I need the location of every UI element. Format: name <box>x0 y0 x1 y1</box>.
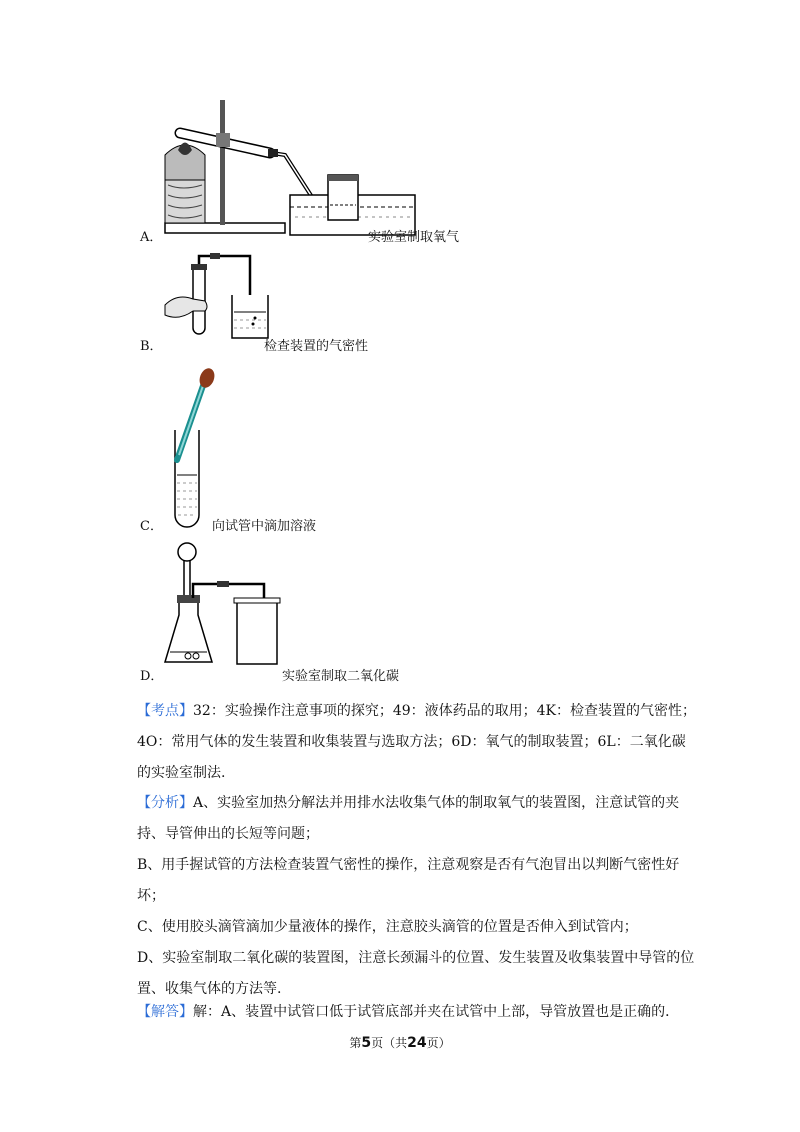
option-c-letter: C． <box>140 519 163 534</box>
fenxi-line-2: B、用手握试管的方法检查装置气密性的操作，注意观察是否有气泡冒出以判断气密性好坏； <box>137 857 680 904</box>
figure-a-oxygen-apparatus <box>160 95 470 240</box>
option-d-letter: D． <box>140 669 164 684</box>
footer-total-pages: 24 <box>407 1035 427 1051</box>
option-d-caption: 实验室制取二氧化碳 <box>282 669 400 684</box>
figure-c-dropper <box>165 365 225 530</box>
option-c-caption: 向试管中滴加溶液 <box>212 519 317 534</box>
option-a-letter: A． <box>140 230 163 245</box>
fenxi-line-1: A、实验室加热分解法并用排水法收集气体的制取氧气的装置图，注意试管的夹持、导管伸出的长短等问题； <box>137 795 680 842</box>
fenxi-section <box>137 788 697 1005</box>
footer-page-number: 5 <box>361 1035 372 1051</box>
footer-post: 页） <box>426 1036 451 1050</box>
fenxi-line-3: C、使用胶头滴管滴加少量液体的操作，注意胶头滴管的位置是否伸入到试管内； <box>137 919 638 935</box>
fenxi-line-4: D、实验室制取二氧化碳的装置图，注意长颈漏斗的位置、发生装置及收集装置中导管的位置、收集气体的方法等. <box>137 950 695 997</box>
figure-d-co2-apparatus <box>162 540 282 670</box>
kaodian-tag: 【考点】 <box>137 703 193 719</box>
footer-pre: 第 <box>349 1036 362 1050</box>
jieda-section <box>137 997 697 1028</box>
footer-mid: 页（共 <box>371 1036 408 1050</box>
jieda-text: 解：A、装置中试管口低于试管底部并夹在试管中上部，导管放置也是正确的． <box>193 1004 680 1020</box>
kaodian-text: 32：实验操作注意事项的探究；49：液体药品的取用；4K：检查装置的气密性；4O：常用气体的发生装置和收集装置与选取方法；6D：氧气的制取装置；6L：二氧化碳的实验室制法. <box>137 703 696 781</box>
page-footer <box>0 1034 800 1051</box>
option-b-caption: 检查装置的气密性 <box>264 339 369 354</box>
figure-b-airtightness-check <box>160 250 270 345</box>
fenxi-tag: 【分析】 <box>137 795 193 811</box>
kaodian-section <box>137 696 697 789</box>
jieda-tag: 【解答】 <box>137 1004 193 1020</box>
option-b-letter: B． <box>140 339 163 354</box>
option-a-caption: 实验室制取氧气 <box>368 230 460 245</box>
